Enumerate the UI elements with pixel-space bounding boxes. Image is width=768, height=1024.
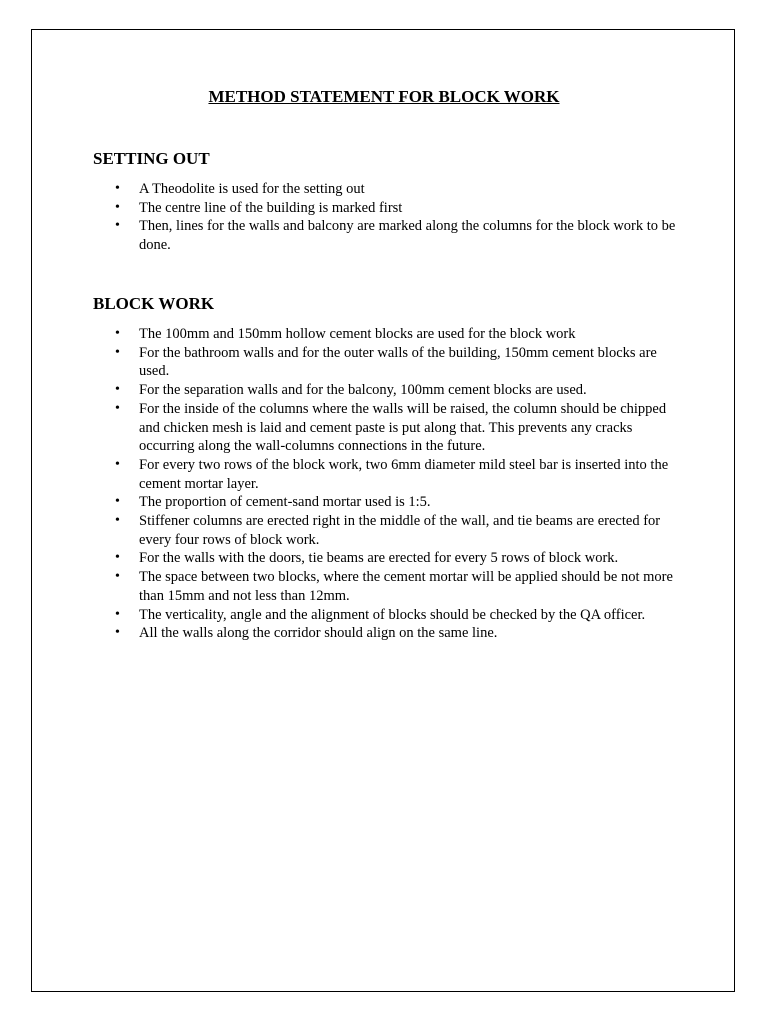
list-item: • The centre line of the building is marked first — [111, 199, 677, 218]
section-heading-block-work: BLOCK WORK — [93, 294, 215, 313]
list-item: • For the walls with the doors, tie beams are erected for every 5 rows of block work. — [111, 549, 677, 568]
list-item: • Stiffener columns are erected right in the middle of the wall, and tie beams are erected for every four rows of block work. — [111, 512, 677, 549]
list-item: • The verticality, angle and the alignment of blocks should be checked by the QA officer. — [111, 606, 677, 625]
document-title: METHOD STATEMENT FOR BLOCK WORK — [208, 87, 560, 106]
list-item: • A Theodolite is used for the setting out — [111, 180, 677, 199]
list-item: • The space between two blocks, where the cement mortar will be applied should be not more than 15mm and not less than 12mm. — [111, 568, 677, 605]
list-item: • For the separation walls and for the balcony, 100mm cement blocks are used. — [111, 381, 677, 400]
list-item: • All the walls along the corridor should align on the same line. — [111, 624, 677, 643]
section-heading-setting-out: SETTING OUT — [93, 149, 210, 168]
list-item: • For every two rows of the block work, two 6mm diameter mild steel bar is inserted into the cement mortar layer. — [111, 456, 677, 493]
list-item: • For the bathroom walls and for the outer walls of the building, 150mm cement blocks are used. — [111, 344, 677, 381]
setting-out-list — [111, 180, 677, 255]
block-work-list — [111, 325, 677, 643]
list-item: • For the inside of the columns where the walls will be raised, the column should be chipped and chicken mesh is laid and cement paste is put along that. This prevents any cracks occurring along the wall-columns connections in the future. — [111, 400, 677, 456]
list-item: • The 100mm and 150mm hollow cement blocks are used for the block work — [111, 325, 677, 344]
list-item: • Then, lines for the walls and balcony are marked along the columns for the block work to be done. — [111, 217, 677, 254]
list-item: • The proportion of cement-sand mortar used is 1:5. — [111, 493, 677, 512]
